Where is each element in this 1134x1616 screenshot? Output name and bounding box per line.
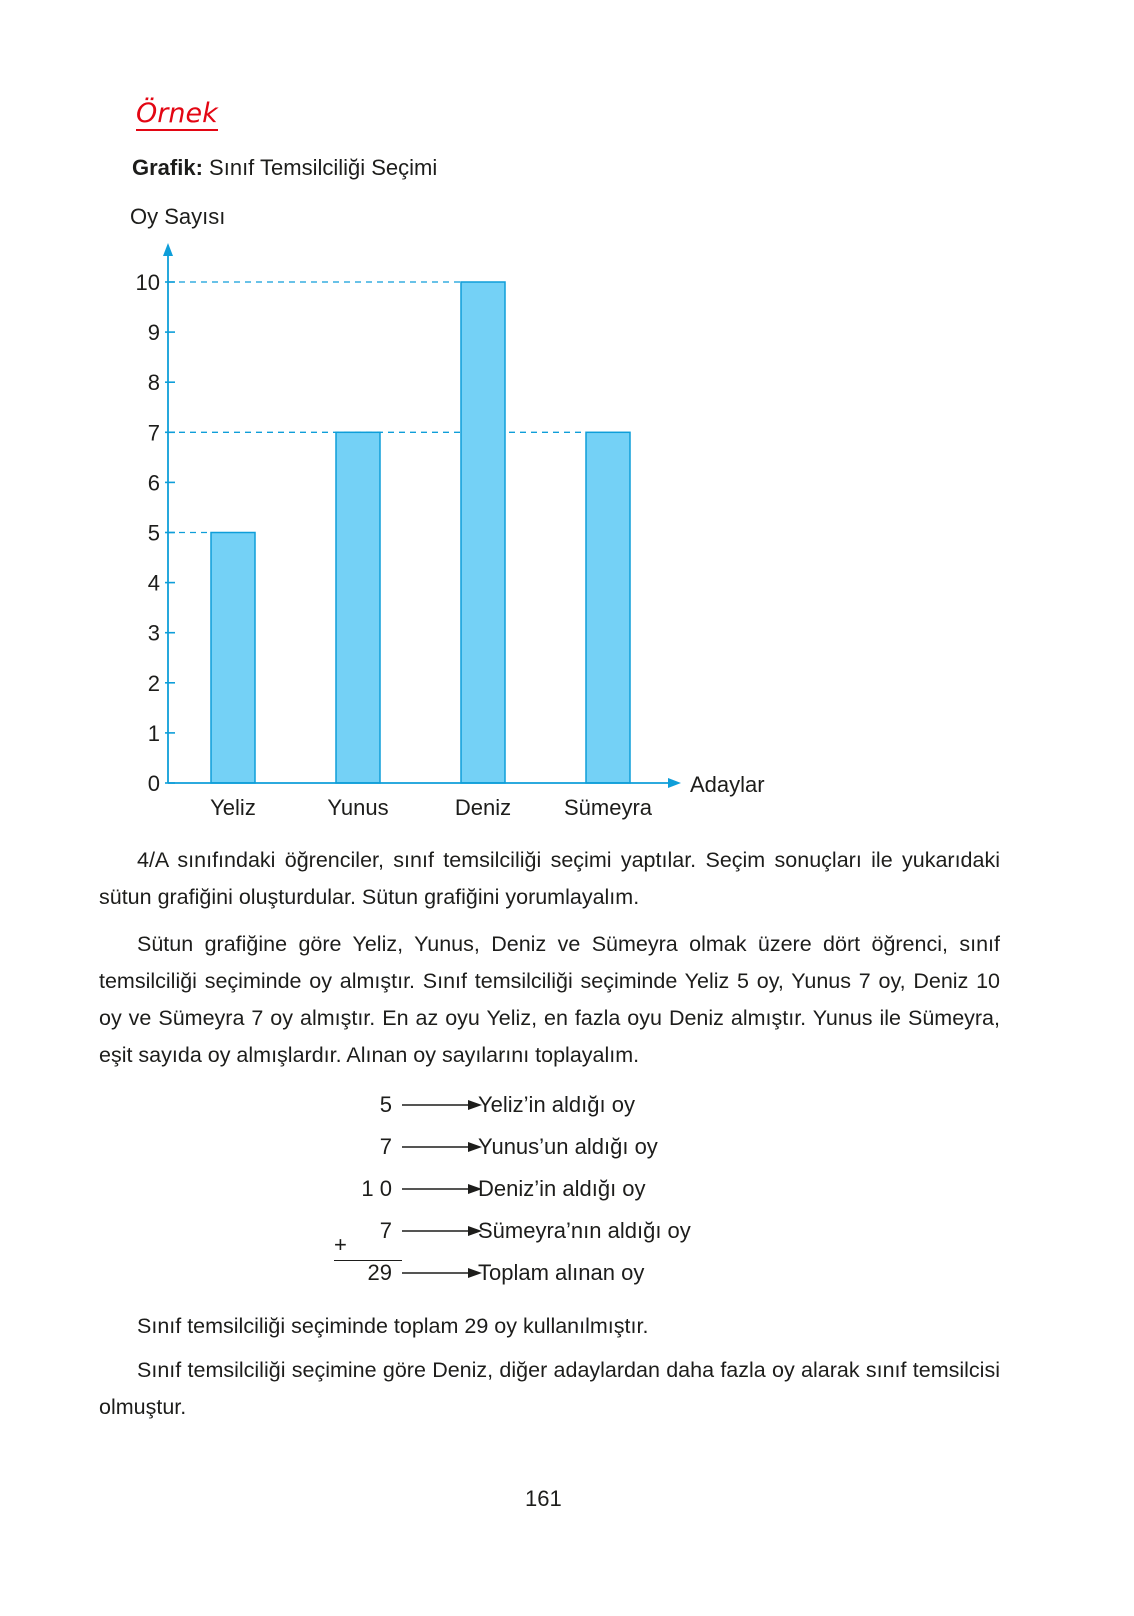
x-tick-label: Yunus <box>327 795 389 820</box>
paragraph-conclusion <box>99 1352 1000 1426</box>
bar-deniz <box>461 282 505 783</box>
sum-label: Yunus’un aldığı oy <box>478 1134 658 1159</box>
paragraph-analysis <box>99 926 1000 1074</box>
sum-number: 5 <box>379 1092 392 1117</box>
bar-yeliz <box>211 533 255 784</box>
arrow-icon <box>402 1183 482 1195</box>
sum-line <box>334 1260 402 1261</box>
y-tick-label: 6 <box>147 470 160 496</box>
sum-total-label: Toplam alınan oy <box>478 1260 645 1285</box>
y-tick-label: 7 <box>147 420 160 446</box>
paragraph-analysis-text: Sütun grafiğine göre Yeliz, Yunus, Deniz ve Sümeyra olmak üzere dört öğrenci, sınıf temsilciliği seçiminde oy almıştır. Sınıf temsilciliği seçiminde Yeliz 5 oy, Yunus 7 oy, Deniz 10 oy ve Sümeyra 7 oy almıştır. En az oyu Yeliz, en fazla oyu Deniz almıştır. Yunus ile Sümeyra, eşit sayıda oy almışlardır. Alınan oy sayılarını toplayalım. <box>99 932 1000 1067</box>
y-tick-label: 10 <box>135 270 160 295</box>
sum-label: Deniz’in aldığı oy <box>478 1176 646 1201</box>
y-tick-label: 3 <box>147 620 160 646</box>
y-tick-label: 0 <box>147 771 160 796</box>
sum-label: Yeliz’in aldığı oy <box>478 1092 635 1117</box>
arrow-icon <box>402 1225 482 1237</box>
y-tick-label: 8 <box>147 370 160 396</box>
y-tick-label: 1 <box>147 720 160 746</box>
arrow-icon <box>402 1267 482 1279</box>
y-tick-label: 2 <box>147 670 160 696</box>
y-axis-arrow-icon <box>163 243 173 256</box>
graph-title-label: Grafik: <box>132 155 203 180</box>
sum-number: 7 <box>379 1134 392 1159</box>
sum-total-number: 29 <box>367 1260 392 1285</box>
ornek-heading: Örnek <box>136 98 218 129</box>
bar-yunus <box>336 432 380 783</box>
sum-label: Sümeyra’nın aldığı oy <box>478 1218 691 1243</box>
arrow-icon <box>402 1099 482 1111</box>
page-number: 161 <box>525 1486 562 1511</box>
paragraph-total <box>99 1308 1000 1345</box>
y-tick-label: 9 <box>147 320 160 346</box>
x-tick-label: Yeliz <box>210 795 256 820</box>
plus-sign: + <box>334 1232 347 1257</box>
paragraph-intro <box>99 842 1000 916</box>
arrow-icon <box>402 1141 482 1153</box>
sum-number: 7 <box>379 1218 392 1243</box>
x-axis-label: Adaylar <box>690 772 765 797</box>
paragraph-total-text: Sınıf temsilciliği seçiminde toplam 29 oy kullanılmıştır. <box>137 1314 649 1338</box>
x-tick-label: Deniz <box>454 795 512 820</box>
sum-number: 1 0 <box>361 1176 392 1201</box>
x-tick-label: Sümeyra <box>563 795 653 820</box>
y-tick-label: 5 <box>147 520 160 546</box>
y-tick-label: 4 <box>147 570 160 596</box>
graph-title-text: Sınıf Temsilciliği Seçimi <box>209 155 438 180</box>
paragraph-conclusion-text: Sınıf temsilciliği seçimine göre Deniz, diğer adaylardan daha fazla oy alarak sınıf temsilcisi olmuştur. <box>99 1358 1000 1419</box>
y-axis-label: Oy Sayısı <box>130 204 226 229</box>
x-axis-arrow-icon <box>668 778 681 788</box>
bar-sümeyra <box>586 432 630 783</box>
paragraph-intro-text: 4/A sınıfındaki öğrenciler, sınıf temsilciliği seçimi yaptılar. Seçim sonuçları ile yukarıdaki sütun grafiğini oluşturdular. Sütun grafiğini yorumlayalım. <box>99 848 1000 909</box>
